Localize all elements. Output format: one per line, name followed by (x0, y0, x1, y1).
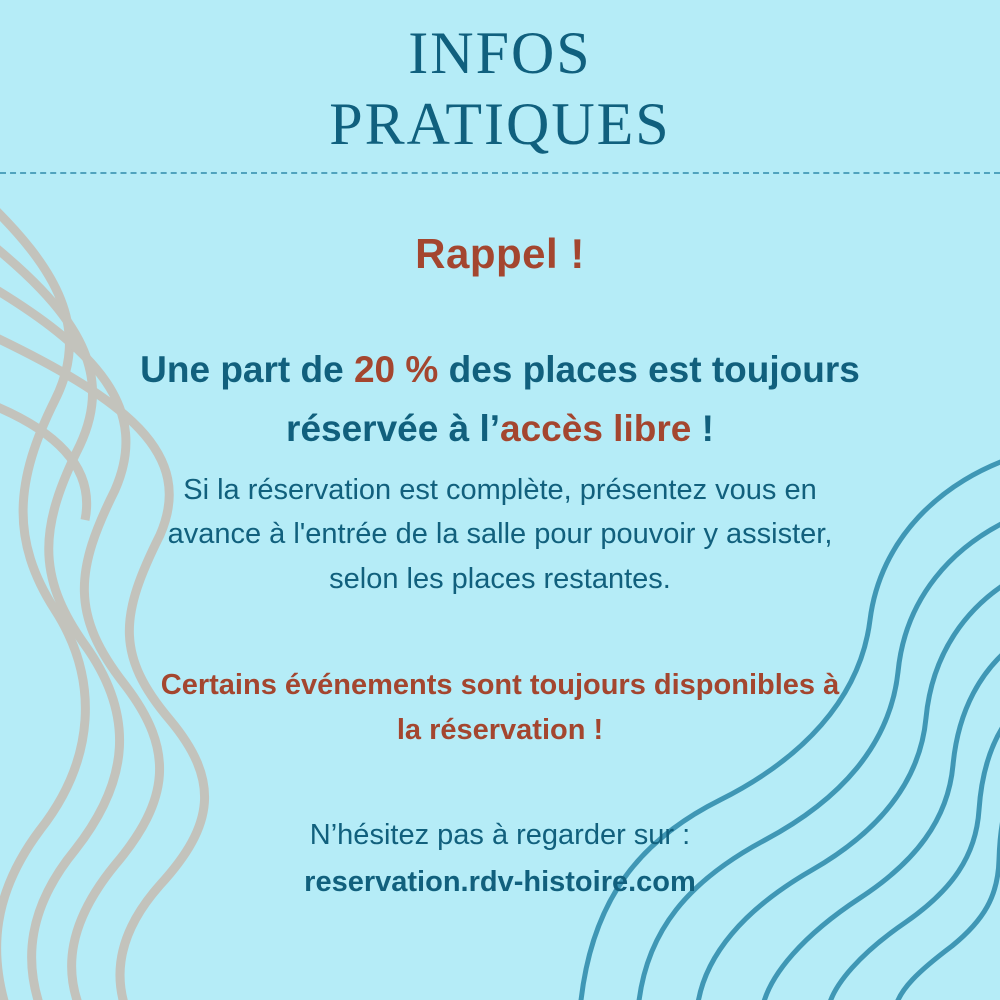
body-paragraph: Si la réservation est complète, présentez vous en avance à l'entrée de la salle pour pouvoir y assister, selon les places restantes. (167, 474, 833, 595)
headline-part-1: Une part de (140, 349, 354, 390)
cta-text: N’hésitez pas à regarder sur : (309, 819, 691, 852)
rappel-heading: Rappel ! (415, 230, 585, 277)
headline-part-3: ! (691, 408, 714, 450)
dashed-divider (0, 172, 1000, 174)
reservation-link[interactable]: reservation.rdv-histoire.com (304, 865, 696, 898)
headline-highlight: accès libre (500, 408, 692, 450)
headline (0, 340, 1000, 458)
title-line-1: INFOS (408, 20, 592, 86)
body-block (0, 205, 1000, 899)
title-line-2: PRATIQUES (329, 90, 671, 157)
availability-note: Certains événements sont toujours disponibles à la réservation ! (160, 668, 840, 746)
headline-part-2: des places est toujours réservée à l’ (286, 349, 860, 450)
headline-percent: 20 % (353, 349, 439, 390)
page-title (0, 0, 1000, 160)
